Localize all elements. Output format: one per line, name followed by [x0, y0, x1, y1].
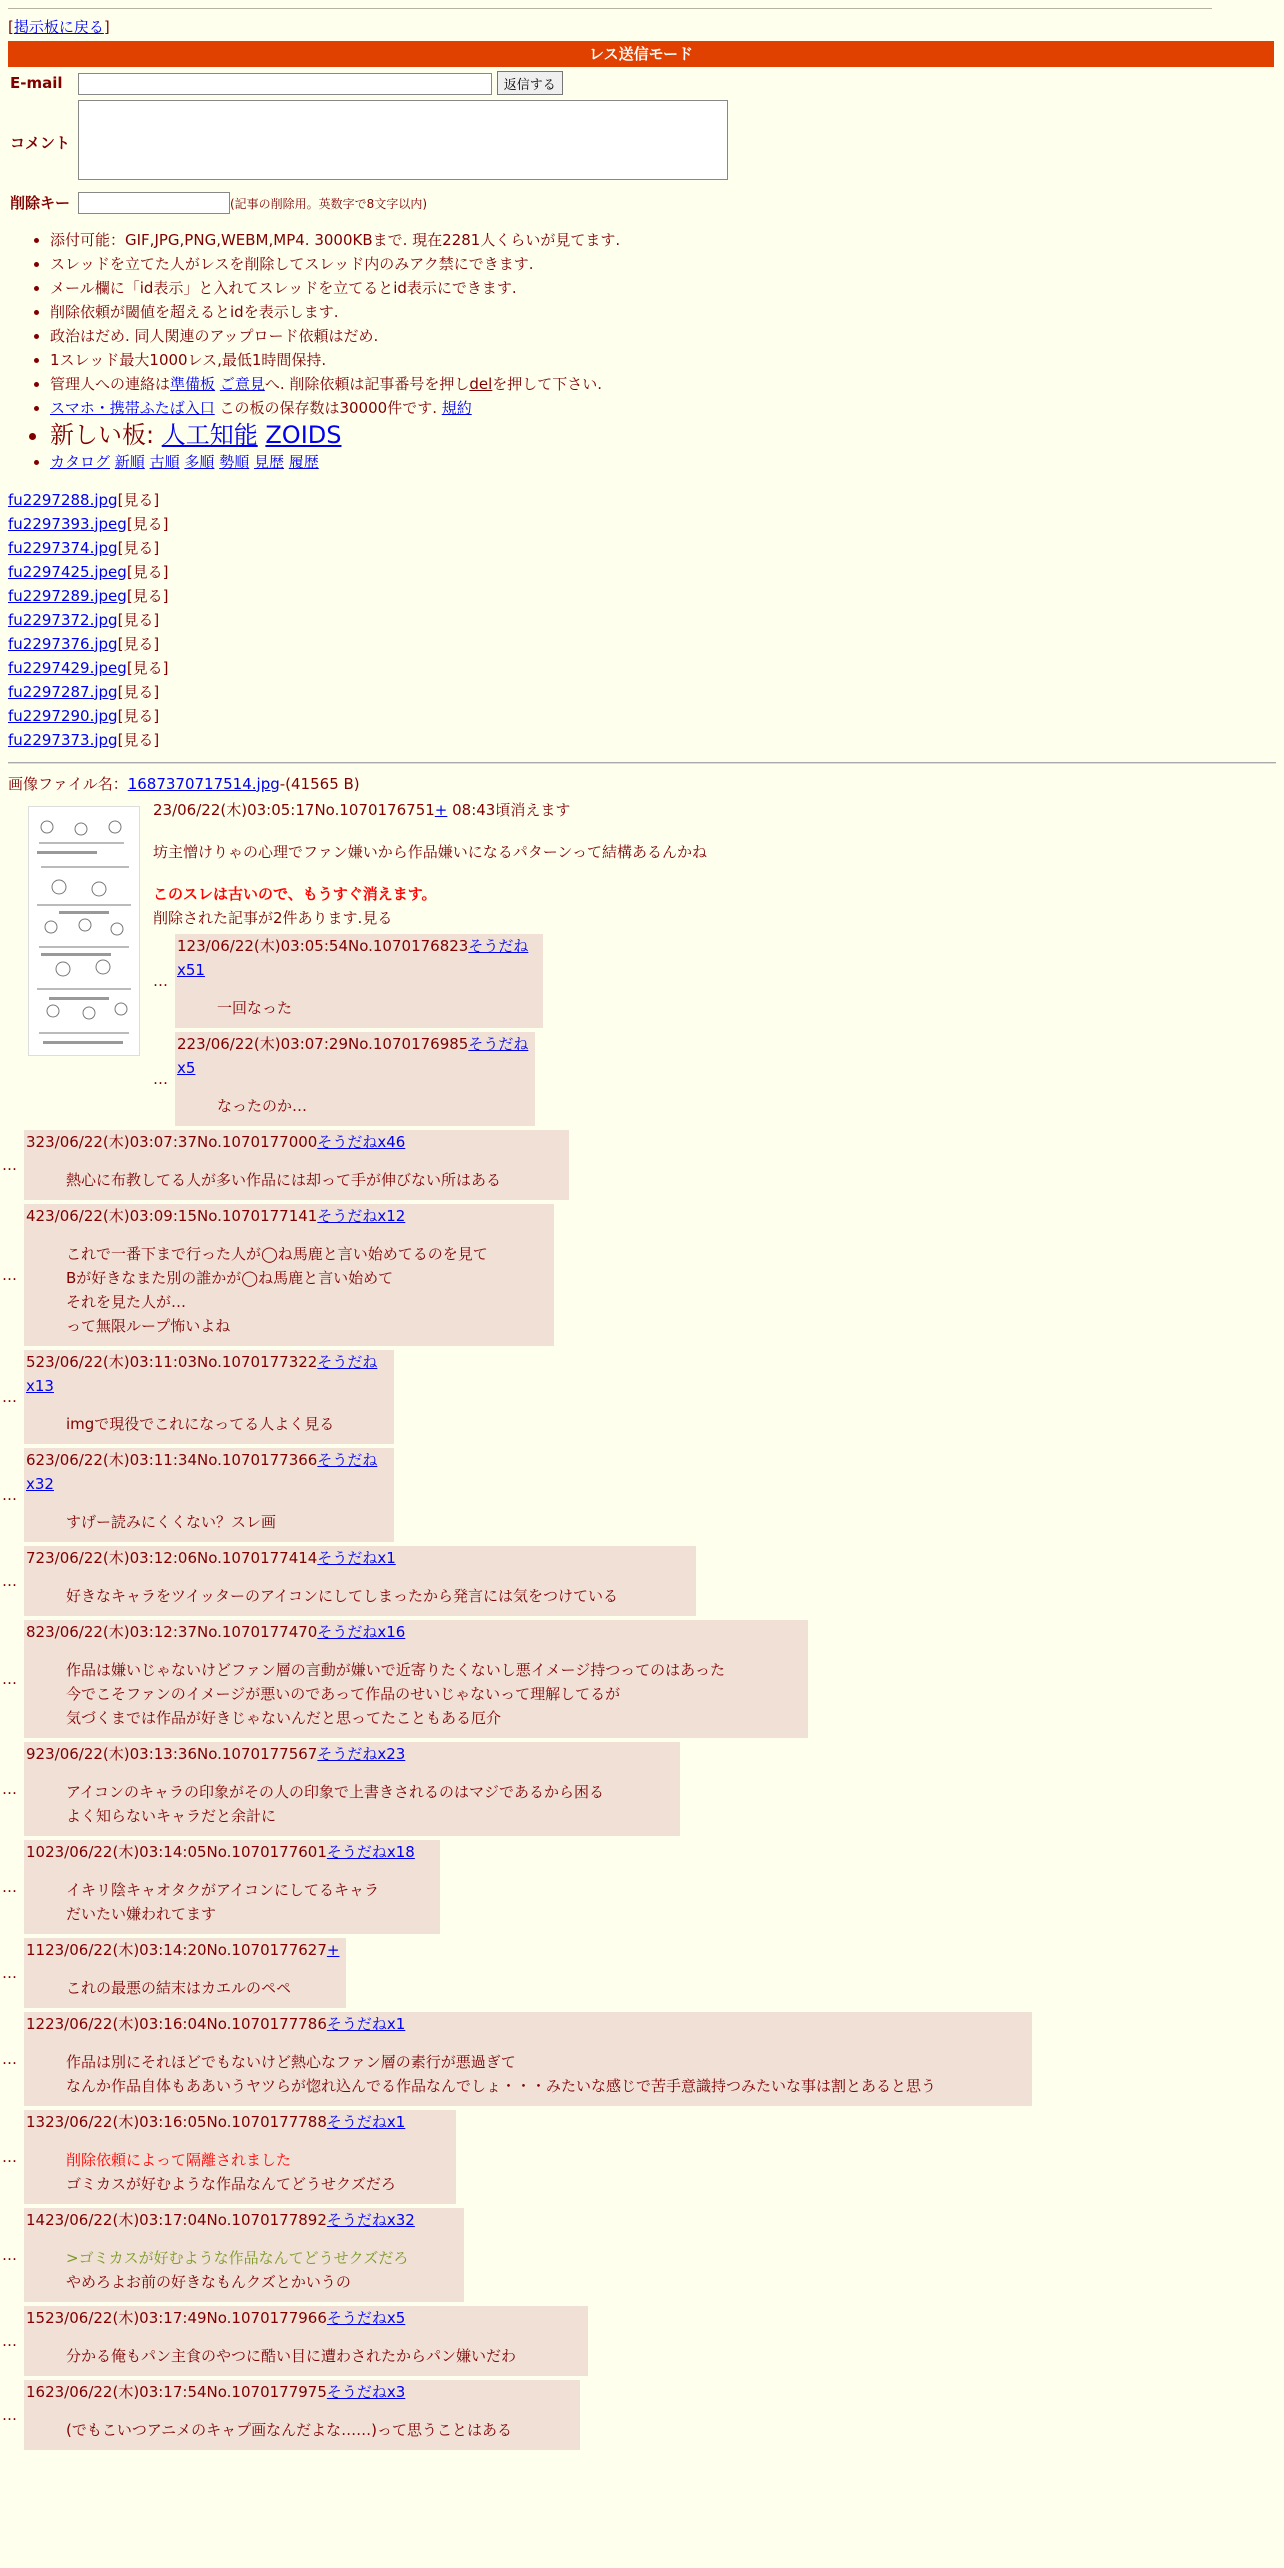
soudane-button[interactable]: そうだねx16 [317, 1622, 406, 1641]
reply-row [2, 1546, 1276, 1616]
file-link[interactable]: fu2297373.jpg [8, 730, 118, 749]
view-history-link[interactable]: 見歴 [253, 452, 284, 471]
reply-box [24, 1620, 808, 1738]
submit-reply-button[interactable]: 返信する [497, 71, 563, 95]
reply-row [2, 2208, 1276, 2302]
reply-index: 6 [26, 1450, 36, 1469]
board-zoids-link[interactable]: ZOIDS [265, 420, 342, 449]
deleted-posts-note[interactable]: 削除された記事が2件あります.見る [153, 908, 393, 927]
reply-ellipsis: … [2, 1877, 17, 1896]
reply-line: 気づくまでは作品が好きじゃないんだと思ってたこともある厄介 [66, 1708, 502, 1727]
reply-line: なったのか… [217, 1096, 308, 1115]
file-label: 画像ファイル名： [8, 774, 128, 793]
soudane-button[interactable]: そうだねx32 [326, 2210, 415, 2229]
replies-list [2, 934, 1276, 2450]
reply-row [2, 1448, 1276, 1542]
admin-prefix: 管理人への連絡は [50, 374, 171, 393]
reply-ellipsis: … [2, 1779, 17, 1798]
rule-mobile [50, 396, 1276, 420]
reply-date-number[interactable]: 23/06/22(木)03:17:54No.1070177975 [45, 2382, 327, 2401]
file-view-label[interactable]: [見る] [117, 730, 160, 749]
reply-box [24, 1204, 554, 1346]
reply-ellipsis: … [2, 1571, 17, 1590]
reply-line: 一回なった [217, 998, 293, 1017]
reply-date-number[interactable]: 23/06/22(木)03:12:06No.1070177414 [35, 1548, 318, 1567]
reply-box [24, 2012, 1032, 2106]
board-ai-link[interactable]: 人工知能 [161, 420, 258, 449]
reply-ellipsis: … [2, 1265, 17, 1284]
reply-text [66, 1878, 436, 1926]
reply-header [26, 1840, 436, 1864]
file-link[interactable]: fu2297374.jpg [8, 538, 118, 557]
reply-line: なんか作品自体もああいうヤツらが惚れ込んでる作品なんでしょ・・・みたいな感じで苦手意識持つみたいな事は割とあると思う [66, 2076, 937, 2095]
reply-date-number[interactable]: 23/06/22(木)03:12:37No.1070177470 [35, 1622, 318, 1641]
op-post [8, 796, 1276, 930]
reply-index: 2 [177, 1034, 187, 1053]
reply-text [66, 1658, 804, 1730]
reply-index: 10 [26, 1842, 46, 1861]
reply-date-number[interactable]: 23/06/22(木)03:14:20No.1070177627 [45, 1940, 327, 1959]
mobile-text: この板の保存数は30000件です. [214, 398, 442, 417]
reply-header [26, 1546, 692, 1570]
reply-text [66, 1168, 565, 1192]
reply-text [66, 2246, 460, 2294]
reply-header [26, 1938, 342, 1962]
reply-header [26, 1620, 804, 1644]
reply-line: やめろよお前の好きなもんクズとかいうの [66, 2272, 351, 2291]
delete-key-label: 削除キー [10, 194, 71, 212]
sort-momentum-link[interactable]: 勢順 [219, 452, 250, 471]
reply-ellipsis: … [2, 1963, 17, 1982]
reply-text [66, 1412, 390, 1436]
reply-box [175, 1032, 535, 1126]
reply-text [66, 2148, 452, 2196]
reply-index: 12 [26, 2014, 46, 2033]
file-view-label[interactable]: [見る] [126, 658, 169, 677]
reply-row [2, 1350, 1276, 1444]
reply-ellipsis: … [153, 971, 168, 990]
delete-key-note: (記事の削除用。英数字で8文字以内) [230, 196, 427, 211]
prep-board-link[interactable]: 準備板 [170, 374, 216, 393]
reply-text [66, 2050, 1028, 2098]
comment-label: コメント [10, 134, 71, 152]
reply-index: 11 [26, 1940, 46, 1959]
file-item [8, 560, 1276, 584]
reply-date-number[interactable]: 23/06/22(木)03:09:15No.1070177141 [35, 1206, 318, 1225]
sort-new-link[interactable]: 新順 [114, 452, 145, 471]
reply-index: 4 [26, 1206, 36, 1225]
reply-ellipsis: … [2, 2245, 17, 2264]
separator [8, 762, 1276, 764]
reply-header [26, 2306, 584, 2330]
reply-row [2, 2306, 1276, 2376]
reply-text [66, 1780, 676, 1828]
op-text: 坊主憎けりゃの心理でファン嫌いから作品嫌いになるパターンって結構あるんかね [153, 842, 707, 861]
catalog-link[interactable]: カタログ [50, 452, 111, 471]
rule-admin-contact [50, 372, 1276, 396]
reply-header [26, 1204, 550, 1228]
reply-date-number[interactable]: 23/06/22(木)03:11:34No.1070177366 [35, 1450, 318, 1469]
reply-line: アイコンのキャラの印象がその人の印象で上書きされるのはマジであるから困る [66, 1782, 605, 1801]
soudane-button[interactable]: そうだねx51 [177, 936, 529, 979]
file-link[interactable]: fu2297289.jpeg [8, 586, 127, 605]
soudane-button[interactable]: そうだねx5 [177, 1034, 529, 1077]
file-view-label[interactable]: [見る] [117, 490, 160, 509]
reply-index: 5 [26, 1352, 36, 1371]
reply-index: 3 [26, 1132, 36, 1151]
reply-box [24, 1130, 569, 1200]
file-item [8, 728, 1276, 752]
reply-line: 分かる俺もパン主食のやつに酷い目に遭わされたからパン嫌いだわ [66, 2346, 517, 2365]
reply-line: Bが好きなまた別の誰かが◯ね馬鹿と言い始めて [66, 1268, 394, 1287]
file-view-label[interactable]: [見る] [126, 514, 169, 533]
file-link[interactable]: fu2297425.jpeg [8, 562, 127, 581]
reply-ellipsis: … [2, 1387, 17, 1406]
reply-form [8, 69, 730, 218]
reply-row [2, 2012, 1276, 2106]
reply-date-number[interactable]: 23/06/22(木)03:16:04No.1070177786 [45, 2014, 327, 2033]
soudane-button[interactable]: そうだねx12 [317, 1206, 406, 1225]
reply-row [2, 1130, 1276, 1200]
file-size: -(41565 B) [279, 774, 360, 793]
op-plus-link[interactable]: + [434, 800, 448, 819]
reply-text [66, 1242, 550, 1338]
reply-row [153, 1032, 1276, 1126]
reply-text [66, 1584, 692, 1608]
file-link[interactable]: fu2297288.jpg [8, 490, 118, 509]
soudane-button[interactable]: そうだねx13 [26, 1352, 378, 1395]
reply-box [24, 2110, 456, 2204]
reply-ellipsis: … [153, 1069, 168, 1088]
reply-line: ゴミカスが好むような作品なんてどうせクズだろ [66, 2174, 396, 2193]
rule-item: • 1スレッド最大1000レス,最低1時間保持. [50, 348, 1276, 372]
top-rule [8, 8, 1212, 9]
reply-header [26, 2380, 576, 2404]
reply-index: 1 [177, 936, 187, 955]
reply-header [26, 2012, 1028, 2036]
reply-text [217, 1094, 531, 1118]
file-view-label[interactable]: [見る] [117, 634, 160, 653]
reply-line: すげー読みにくくない？スレ画 [66, 1512, 277, 1531]
soudane-button[interactable]: そうだねx23 [317, 1744, 406, 1763]
reply-text [66, 1510, 390, 1534]
reply-date-number[interactable]: 23/06/22(木)03:16:05No.1070177788 [45, 2112, 327, 2131]
new-boards-prefix: 新しい板: [50, 420, 162, 449]
file-item [8, 656, 1276, 680]
soudane-button[interactable]: + [326, 1940, 340, 1959]
reply-ellipsis: … [2, 1485, 17, 1504]
reply-line: それを見た人が… [66, 1292, 187, 1311]
reply-index: 13 [26, 2112, 46, 2131]
reply-box [24, 1546, 696, 1616]
file-item [8, 584, 1276, 608]
reply-text [66, 1976, 342, 2000]
reply-box [24, 1742, 680, 1836]
reply-box [24, 1350, 394, 1444]
soudane-button[interactable]: そうだねx1 [317, 1548, 396, 1567]
file-link[interactable]: fu2297287.jpg [8, 682, 118, 701]
reply-header [26, 2110, 452, 2134]
file-item [8, 536, 1276, 560]
reply-date-number[interactable]: 23/06/22(木)03:17:49No.1070177966 [45, 2308, 327, 2327]
op-header [153, 798, 1276, 822]
reply-row [2, 1938, 1276, 2008]
reply-mode-bar: レス送信モード [8, 41, 1274, 67]
reply-ellipsis: … [2, 1669, 17, 1688]
sort-many-link[interactable]: 多順 [184, 452, 215, 471]
reply-header [177, 934, 539, 982]
reply-text [66, 2418, 576, 2442]
catalog-nav [50, 450, 1276, 474]
file-link[interactable]: fu2297376.jpg [8, 634, 118, 653]
reply-line: これの最悪の結末はカエルのペペ [66, 1978, 292, 1997]
reply-text [217, 996, 539, 1020]
reply-row [2, 2110, 1276, 2204]
reply-line: 作品は別にそれほどでもないけど熱心なファン層の素行が悪過ぎて [66, 2052, 516, 2071]
reply-index: 8 [26, 1622, 36, 1641]
reply-box [24, 1448, 394, 1542]
deleted-notice: 削除依頼によって隔離されました [66, 2150, 292, 2169]
reply-ellipsis: … [2, 2147, 17, 2166]
reply-box [24, 2380, 580, 2450]
reply-ellipsis: … [2, 2405, 17, 2424]
reply-header [177, 1032, 531, 1080]
comment-textarea[interactable] [78, 100, 728, 180]
soudane-button[interactable]: そうだねx3 [326, 2382, 406, 2401]
reply-line: 熱心に布教してる人が多い作品には却って手が伸びない所はある [66, 1170, 502, 1189]
op-date-number[interactable]: 23/06/22(木)03:05:17No.1070176751 [153, 800, 435, 819]
reply-date-number[interactable]: 23/06/22(木)03:14:05No.1070177601 [45, 1842, 327, 1861]
reply-index: 14 [26, 2210, 46, 2229]
reply-line: って無限ループ怖いよね [66, 1316, 231, 1335]
rule-item: • 添付可能：GIF,JPG,PNG,WEBM,MP4. 3000KBまで. 現在2281人くらいが見てます. [50, 228, 1276, 252]
reply-ellipsis: … [2, 2049, 17, 2068]
soudane-button[interactable]: そうだねx1 [326, 2014, 406, 2033]
reply-line: だいたい嫌われてます [66, 1904, 217, 1923]
reply-line: よく知らないキャラだと余計に [66, 1806, 277, 1825]
reply-row [2, 1620, 1276, 1738]
del-word: del [469, 374, 493, 393]
reply-line: (でもこいつアニメのキャプ画なんだよな……)って思うことはある [66, 2420, 512, 2439]
reply-date-number[interactable]: 23/06/22(木)03:13:36No.1070177567 [35, 1744, 318, 1763]
uploaded-files-list [8, 488, 1276, 752]
reply-date-number[interactable]: 23/06/22(木)03:17:04No.1070177892 [45, 2210, 327, 2229]
file-view-label[interactable]: [見る] [117, 682, 160, 701]
feedback-link[interactable]: ご意見 [219, 374, 265, 393]
quote-line: >ゴミカスが好むような作品なんてどうせクズだろ [66, 2248, 409, 2267]
mobile-entry-link[interactable]: スマホ・携帯ふたば入口 [50, 398, 215, 417]
reply-date-number[interactable]: 23/06/22(木)03:07:29No.1070176985 [186, 1034, 469, 1053]
file-link[interactable]: fu2297372.jpg [8, 610, 118, 629]
reply-line: 今でこそファンのイメージが悪いのであって作品のせいじゃないって理解してるが [66, 1684, 621, 1703]
reply-date-number[interactable]: 23/06/22(木)03:05:54No.1070176823 [186, 936, 469, 955]
soudane-button[interactable]: そうだねx5 [326, 2308, 406, 2327]
reply-box [24, 1938, 346, 2008]
reply-box [24, 2208, 464, 2302]
reply-line: imgで現役でこれになってる人よく見る [66, 1414, 335, 1433]
terms-link[interactable]: 規約 [441, 398, 472, 417]
reply-header [26, 2208, 460, 2232]
delete-key-field[interactable] [78, 192, 230, 214]
reply-row [2, 1204, 1276, 1346]
reply-index: 16 [26, 2382, 46, 2401]
file-view-label[interactable]: [見る] [126, 562, 169, 581]
back-nav [8, 15, 1276, 39]
rule-item: • 削除依頼が閾値を超えるとidを表示します. [50, 300, 1276, 324]
reply-box [24, 2306, 588, 2376]
reply-row [2, 2380, 1276, 2450]
admin-suffix-2: を押して下さい. [492, 374, 603, 393]
file-link[interactable]: fu2297429.jpeg [8, 658, 127, 677]
reply-line: 好きなキャラをツイッターのアイコンにしてしまったから発言には気をつけている [66, 1586, 619, 1605]
thread-file-line [8, 772, 1276, 796]
thread-thumbnail[interactable] [28, 806, 140, 1056]
reply-box [175, 934, 543, 1028]
file-item [8, 680, 1276, 704]
reply-text [66, 2344, 584, 2368]
email-label: E-mail [10, 74, 63, 93]
reply-index: 15 [26, 2308, 46, 2327]
file-view-label[interactable]: [見る] [126, 586, 169, 605]
sort-old-link[interactable]: 古順 [149, 452, 180, 471]
reply-date-number[interactable]: 23/06/22(木)03:11:03No.1070177322 [35, 1352, 318, 1371]
file-item [8, 512, 1276, 536]
reply-header [26, 1130, 565, 1154]
reply-row [2, 1840, 1276, 1934]
reply-line: 作品は嫌いじゃないけどファン層の言動が嫌いで近寄りたくないし悪イメージ持つってのはあった [66, 1660, 725, 1679]
reply-line: これで一番下まで行った人が◯ね馬鹿と言い始めてるのを見て [66, 1244, 488, 1263]
reply-ellipsis: … [2, 1155, 17, 1174]
back-to-board-link[interactable]: 掲示板に戻る [13, 18, 104, 36]
reply-header [26, 1350, 390, 1398]
soudane-button[interactable]: そうだねx1 [326, 2112, 406, 2131]
rule-item: • 政治はだめ. 同人関連のアップロード依頼はだめ. [50, 324, 1276, 348]
reply-ellipsis: … [2, 2331, 17, 2350]
rule-new-boards [50, 420, 1276, 450]
rule-item: • メール欄に「id表示」と入れてスレッドを立てるとid表示にできます. [50, 276, 1276, 300]
reply-header [26, 1448, 390, 1496]
admin-suffix: へ. 削除依頼は記事番号を押し [264, 374, 470, 393]
reply-row [153, 934, 1276, 1028]
file-link[interactable]: fu2297290.jpg [8, 706, 118, 725]
file-item [8, 488, 1276, 512]
soudane-button[interactable]: そうだねx32 [26, 1450, 378, 1493]
file-view-label[interactable]: [見る] [117, 706, 160, 725]
file-view-label[interactable]: [見る] [117, 538, 160, 557]
reply-index: 7 [26, 1548, 36, 1567]
rule-item: • スレッドを立てた人がレスを削除してスレッド内のみアク禁にできます. [50, 252, 1276, 276]
file-view-label[interactable]: [見る] [117, 610, 160, 629]
reply-line: イキリ陰キャオタクがアイコンにしてるキャラ [66, 1880, 380, 1899]
file-link[interactable]: fu2297393.jpeg [8, 514, 127, 533]
old-thread-warning: このスレは古いので、もうすぐ消えます。 [153, 884, 437, 903]
history-link[interactable]: 履歴 [288, 452, 319, 471]
reply-header [26, 1742, 676, 1766]
soudane-button[interactable]: そうだねx18 [326, 1842, 415, 1861]
reply-box [24, 1840, 440, 1934]
file-item [8, 608, 1276, 632]
thread-image-link[interactable]: 1687370717514.jpg [127, 774, 280, 793]
email-field[interactable] [78, 73, 492, 95]
file-item [8, 704, 1276, 728]
reply-date-number[interactable]: 23/06/22(木)03:07:37No.1070177000 [35, 1132, 318, 1151]
bracket-close: ] [103, 18, 110, 36]
reply-row [2, 1742, 1276, 1836]
soudane-button[interactable]: そうだねx46 [317, 1132, 406, 1151]
op-expire: 08:43頃消えます [447, 800, 571, 819]
comic-thumbnail-icon [29, 807, 139, 1055]
file-item [8, 632, 1276, 656]
bracket-open: [ [8, 18, 14, 36]
board-rules [8, 228, 1276, 474]
reply-index: 9 [26, 1744, 36, 1763]
